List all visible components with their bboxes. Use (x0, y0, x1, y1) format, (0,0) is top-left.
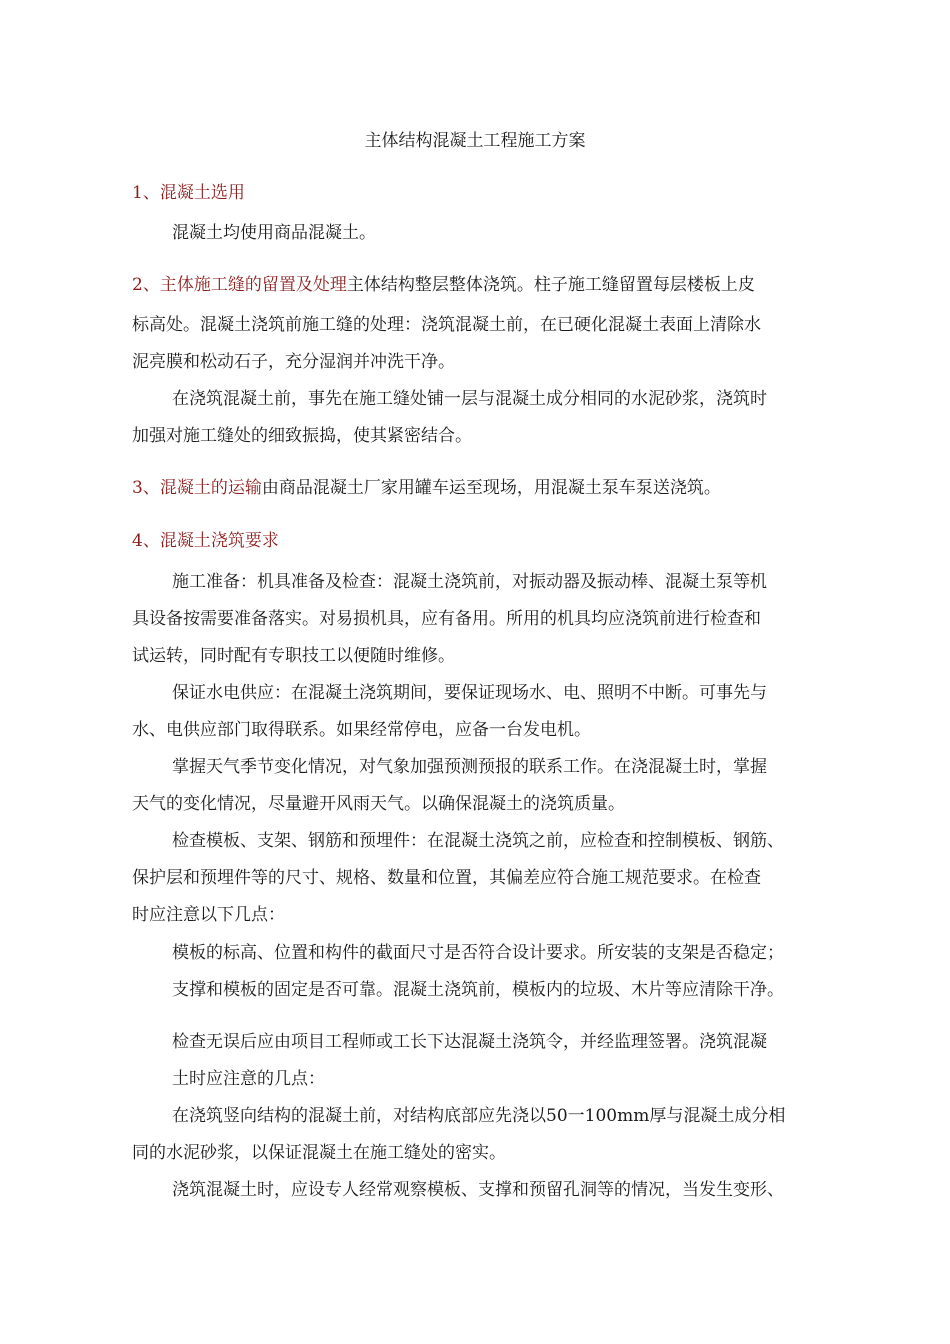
section-1-heading: 1、混凝土选用 (132, 183, 245, 203)
paragraph-line: 保证水电供应：在混凝土浇筑期间，要保证现场水、电、照明不中断。可事先与 (172, 683, 767, 703)
paragraph-line: 在浇筑竖向结构的混凝土前，对结构底部应先浇以50一100mm厚与混凝土成分相 (172, 1106, 786, 1126)
paragraph-line: 掌握天气季节变化情况，对气象加强预测预报的联系工作。在浇混凝土时，掌握 (172, 757, 767, 777)
paragraph-line: 标高处。混凝土浇筑前施工缝的处理：浇筑混凝土前，在已硬化混凝土表面上清除水 (132, 315, 761, 335)
paragraph-line: 土时应注意的几点： (172, 1069, 325, 1089)
paragraph-line: 加强对施工缝处的细致振捣，使其紧密结合。 (132, 426, 472, 446)
paragraph-line: 具设备按需要准备落实。对易损机具，应有备用。所用的机具均应浇筑前进行检查和 (132, 609, 761, 629)
paragraph-line: 浇筑混凝土时，应设专人经常观察模板、支撑和预留孔洞等的情况，当发生变形、 (172, 1180, 784, 1200)
section-3-heading-text: 3、混凝土的运输 (132, 478, 262, 498)
paragraph-text: 主体结构整层整体浇筑。柱子施工缝留置每层楼板上皮 (346, 275, 755, 295)
paragraph-line: 时应注意以下几点： (132, 905, 285, 925)
section-3-heading (132, 475, 852, 501)
page-title: 主体结构混凝土工程施工方案 (364, 131, 586, 151)
paragraph-line: 模板的标高、位置和构件的截面尺寸是否符合设计要求。所安装的支架是否稳定； (172, 943, 784, 963)
paragraph-line: 混凝土均使用商品混凝土。 (172, 223, 376, 243)
paragraph-line: 天气的变化情况，尽量避开风雨天气。以确保混凝土的浇筑质量。 (132, 794, 625, 814)
paragraph-line: 检查模板、支架、钢筋和预埋件：在混凝土浇筑之前，应检查和控制模板、钢筋、 (172, 831, 784, 851)
paragraph-line: 同的水泥砂浆，以保证混凝土在施工缝处的密实。 (132, 1143, 506, 1163)
paragraph-text: 由商品混凝土厂家用罐车运至现场，用混凝土泵车泵送浇筑。 (261, 478, 721, 498)
paragraph-line: 支撑和模板的固定是否可靠。混凝土浇筑前，模板内的垃圾、木片等应清除干净。 (172, 980, 784, 1000)
paragraph-line: 试运转，同时配有专职技工以便随时维修。 (132, 646, 455, 666)
paragraph-line: 泥亮膜和松动石子，充分湿润并冲洗干净。 (132, 352, 455, 372)
section-2-heading (132, 272, 852, 298)
paragraph-line: 施工准备：机具准备及检查：混凝土浇筑前，对振动器及振动棒、混凝土泵等机 (172, 572, 767, 592)
section-4-heading: 4、混凝土浇筑要求 (132, 531, 279, 551)
paragraph-line: 在浇筑混凝土前，事先在施工缝处铺一层与混凝土成分相同的水泥砂浆，浇筑时 (172, 389, 767, 409)
paragraph-line: 水、电供应部门取得联系。如果经常停电，应备一台发电机。 (132, 720, 591, 740)
paragraph-line: 检查无误后应由项目工程师或工长下达混凝土浇筑令，并经监理签署。浇筑混凝 (172, 1032, 767, 1052)
paragraph-line: 保护层和预埋件等的尺寸、规格、数量和位置，其偏差应符合施工规范要求。在检查 (132, 868, 761, 888)
section-2-heading-text: 2、主体施工缝的留置及处理 (132, 275, 347, 295)
